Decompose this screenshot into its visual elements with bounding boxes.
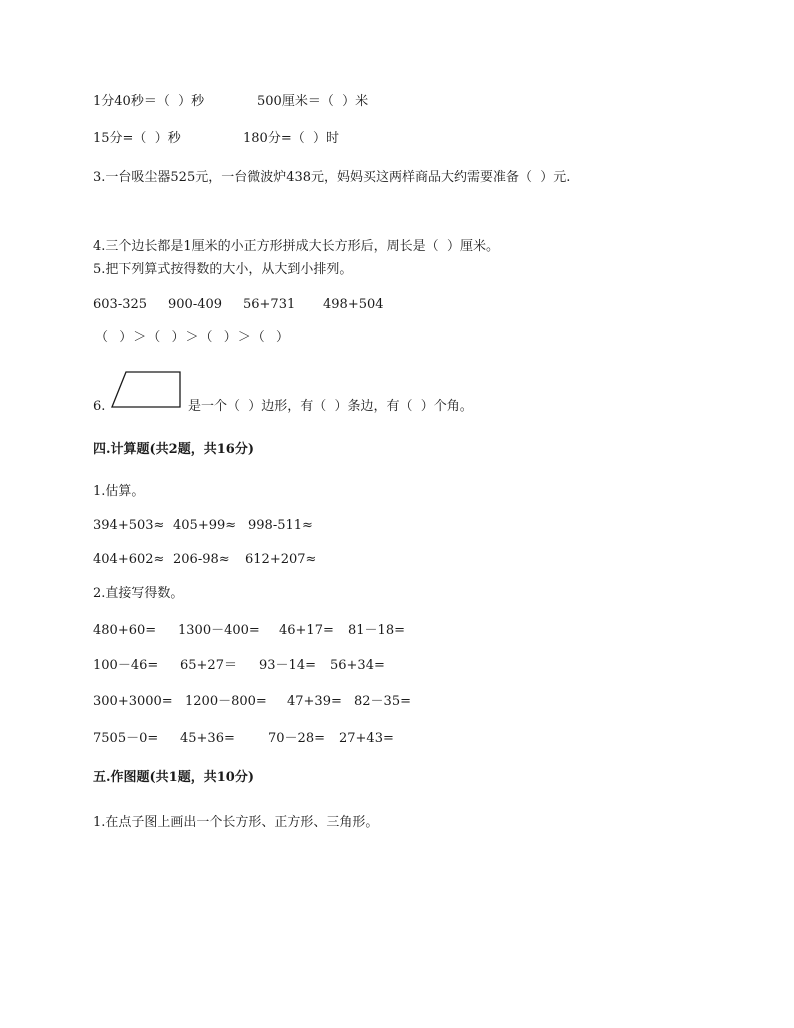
question-6-text: 是一个（ ）边形，有（ ）条边，有（ ）个角。 [188,399,473,414]
direct-item: 93－14= [259,658,316,673]
section-4-q1-title: 1.估算。 [93,484,145,499]
direct-item: 65+27＝ [180,658,237,673]
section-5-q1: 1.在点子图上画出一个长方形、正方形、三角形。 [93,815,379,830]
conversion-1-right: 500厘米＝（ ）米 [257,94,369,109]
trapezoid-figure [110,371,184,411]
direct-item: 82－35= [354,694,411,709]
conversion-2-left: 15分=（ ）秒 [93,131,181,146]
direct-item: 480+60= [93,623,157,638]
conversion-2-right: 180分=（ ）时 [243,131,339,146]
question-6-number: 6. [93,399,106,414]
section-4-heading: 四.计算题(共2题，共16分) [93,442,254,457]
estimate-item: 404+602≈ [93,552,165,567]
direct-item: 300+3000= [93,694,173,709]
question-4: 4.三个边长都是1厘米的小正方形拼成大长方形后，周长是（ ）厘米。 [93,239,499,254]
estimate-item: 206-98≈ [173,552,230,567]
question-3: 3.一台吸尘器525元，一台微波炉438元，妈妈买这两样商品大约需要准备（ ）元. [93,170,571,185]
direct-item: 81－18= [348,623,405,638]
direct-item: 45+36= [180,731,235,746]
q5-expression: 56+731 [243,297,296,312]
estimate-item: 405+99≈ [173,518,237,533]
question-5-title: 5.把下列算式按得数的大小，从大到小排列。 [93,262,353,277]
direct-item: 1300－400= [178,623,260,638]
estimate-item: 612+207≈ [245,552,317,567]
estimate-item: 998-511≈ [248,518,313,533]
q5-expression: 603-325 [93,297,148,312]
estimate-item: 394+503≈ [93,518,165,533]
section-4-q2-title: 2.直接写得数。 [93,586,184,601]
q5-order-line: （ ）＞（ ）＞（ ）＞（ ） [95,330,291,345]
direct-item: 100－46= [93,658,159,673]
direct-item: 27+43= [339,731,394,746]
direct-item: 46+17= [279,623,334,638]
direct-item: 47+39= [287,694,342,709]
direct-item: 7505－0= [93,731,159,746]
direct-item: 56+34= [330,658,385,673]
direct-item: 70－28= [268,731,325,746]
section-5-heading: 五.作图题(共1题，共10分) [93,770,254,785]
q5-expression: 498+504 [323,297,384,312]
direct-item: 1200－800= [185,694,267,709]
q5-expression: 900-409 [168,297,223,312]
conversion-1-left: 1分40秒＝（ ）秒 [93,94,205,109]
